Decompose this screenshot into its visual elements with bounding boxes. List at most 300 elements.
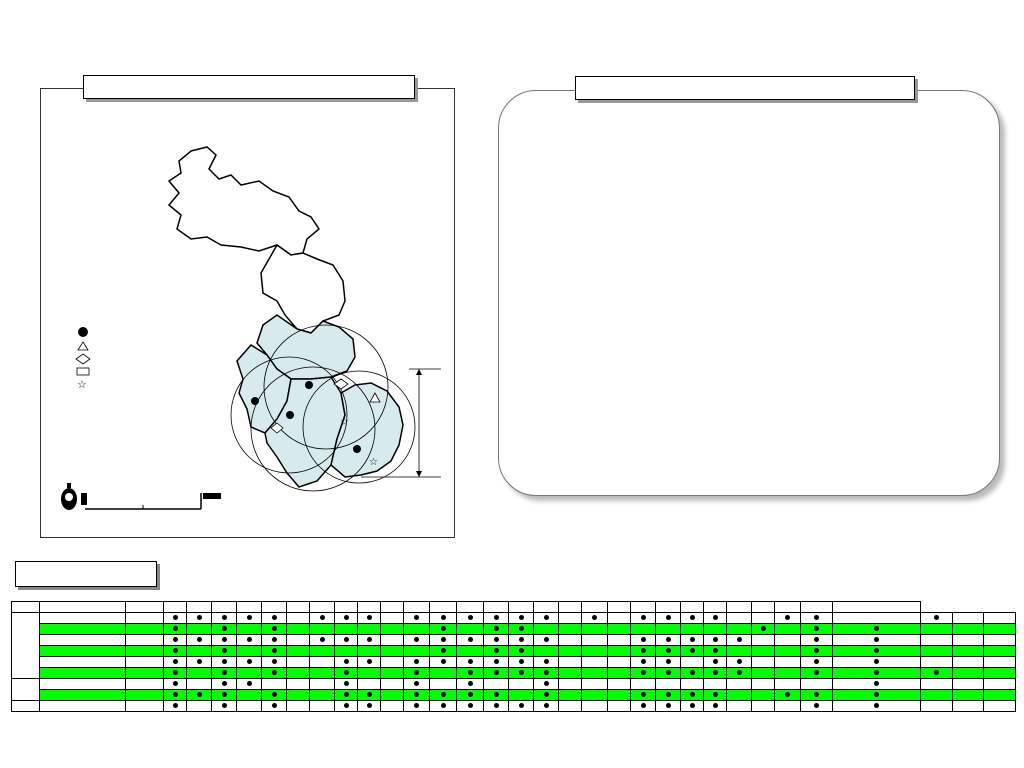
available-dot-icon [713,703,718,708]
department-cell [310,679,335,690]
department-cell [775,690,801,701]
pattern-body [525,183,987,221]
available-dot-icon [713,648,718,653]
table-row [12,635,1016,646]
department-cell [457,646,484,657]
department-cell [310,668,335,679]
department-cell [335,690,358,701]
department-cell [681,701,704,712]
department-cell [381,679,404,690]
available-dot-icon [247,659,252,664]
department-cell [310,657,335,668]
department-cell [212,701,237,712]
department-cell [287,624,310,635]
hospital-name-cell [40,668,126,679]
department-cell [164,613,187,624]
department-cell [457,657,484,668]
department-cell [704,701,727,712]
department-cell [335,646,358,657]
available-dot-icon [173,670,178,675]
available-dot-icon [197,692,202,697]
department-cell [631,646,656,657]
department-cell [237,690,262,701]
department-cell [704,635,727,646]
dispatch-source-cell [984,613,1016,624]
department-cell [404,657,430,668]
department-cell [381,635,404,646]
department-cell [287,657,310,668]
department-cell [559,657,582,668]
department-cell [534,646,559,657]
available-dot-icon [344,615,349,620]
department-cell [187,668,212,679]
department-cell [681,613,704,624]
department-cell [404,613,430,624]
department-cell [187,690,212,701]
department-cell [775,635,801,646]
available-dot-icon [641,615,646,620]
available-dot-icon [519,670,524,675]
available-dot-icon [641,659,646,664]
department-cell [681,657,704,668]
available-dot-icon [544,659,549,664]
department-cell [681,646,704,657]
available-dot-icon [320,637,325,642]
department-cell [404,679,430,690]
available-dot-icon [544,670,549,675]
department-cell [262,668,287,679]
hospital-name-cell [40,624,126,635]
department-cell [727,668,752,679]
available-dot-icon [666,637,671,642]
available-dot-icon [494,615,499,620]
department-cell [358,646,381,657]
available-dot-icon [874,637,879,642]
department-cell [287,690,310,701]
department-cell [381,690,404,701]
department-cell [358,624,381,635]
legend-circle-icon [78,327,88,337]
hospital-marker-icon [305,381,313,389]
department-cell [833,635,921,646]
department-cell [381,646,404,657]
column-header [457,602,484,613]
department-cell [212,613,237,624]
department-cell [704,646,727,657]
department-cell [921,613,953,624]
hospital-name-cell [40,679,126,690]
available-dot-icon [247,637,252,642]
pattern-panel-heading [575,76,915,100]
department-cell [833,679,921,690]
department-cell [262,646,287,657]
department-cell [457,624,484,635]
department-cell [921,679,953,690]
department-cell [335,657,358,668]
available-dot-icon [468,703,473,708]
department-cell [509,635,534,646]
department-cell [752,624,775,635]
available-dot-icon [666,615,671,620]
available-dot-icon [641,637,646,642]
hospital-name-cell [40,613,126,624]
department-cell [457,679,484,690]
available-dot-icon [874,692,879,697]
department-cell [509,679,534,690]
column-header [40,602,126,613]
department-cell [335,613,358,624]
available-dot-icon [494,703,499,708]
department-cell [381,613,404,624]
department-cell [921,690,953,701]
department-cell [430,690,457,701]
available-dot-icon [173,659,178,664]
department-cell [775,646,801,657]
available-dot-icon [414,670,419,675]
available-dot-icon [934,615,939,620]
department-cell [631,635,656,646]
table-header-row [12,602,1016,613]
table-row [12,657,1016,668]
department-cell [752,690,775,701]
available-dot-icon [414,659,419,664]
beds-cell [126,701,164,712]
department-cell [164,657,187,668]
column-header [559,602,582,613]
department-cell [335,668,358,679]
department-cell [534,635,559,646]
available-dot-icon [713,692,718,697]
available-dot-icon [544,692,549,697]
department-cell [509,624,534,635]
department-cell [582,679,608,690]
department-cell [534,613,559,624]
department-cell [262,690,287,701]
available-dot-icon [641,703,646,708]
available-dot-icon [441,648,446,653]
department-cell [582,668,608,679]
column-header [287,602,310,613]
year-cell [952,635,984,646]
available-dot-icon [222,670,227,675]
available-dot-icon [544,681,549,686]
available-dot-icon [468,659,473,664]
department-cell [404,635,430,646]
department-cell [484,646,509,657]
department-cell [631,679,656,690]
table-row [12,613,1016,624]
hospital-marker-icon [353,445,361,453]
available-dot-icon [441,692,446,697]
department-cell [287,679,310,690]
department-cell [164,679,187,690]
available-dot-icon [814,648,819,653]
available-dot-icon [874,703,879,708]
available-dot-icon [272,648,277,653]
available-dot-icon [544,615,549,620]
column-header [631,602,656,613]
available-dot-icon [666,659,671,664]
available-dot-icon [666,670,671,675]
available-dot-icon [468,681,473,686]
beds-cell [126,668,164,679]
department-cell [430,657,457,668]
available-dot-icon [690,615,695,620]
available-dot-icon [544,637,549,642]
department-cell [631,701,656,712]
region-cell [12,701,40,712]
department-cell [430,701,457,712]
column-header [704,602,727,613]
department-cell [704,690,727,701]
department-cell [335,624,358,635]
department-cell [358,613,381,624]
available-dot-icon [197,637,202,642]
hospital-star-icon: ☆ [340,417,349,428]
legend-triangle-icon [78,342,88,350]
department-cell [608,690,631,701]
available-dot-icon [468,670,473,675]
department-cell [237,613,262,624]
department-cell [752,701,775,712]
available-dot-icon [713,637,718,642]
department-cell [509,668,534,679]
hospital-name-cell [40,635,126,646]
department-cell [921,624,953,635]
department-cell [608,646,631,657]
department-cell [381,657,404,668]
department-cell [430,679,457,690]
department-cell [752,657,775,668]
department-cell [404,668,430,679]
hospital-name-cell [40,657,126,668]
department-cell [164,646,187,657]
department-cell [801,613,833,624]
available-dot-icon [814,615,819,620]
available-dot-icon [414,615,419,620]
department-cell [484,701,509,712]
year-cell [952,624,984,635]
column-header [381,602,404,613]
status-heading [15,561,157,587]
dispatch-source-cell [984,646,1016,657]
department-cell [187,613,212,624]
department-cell [727,635,752,646]
available-dot-icon [494,637,499,642]
department-cell [237,657,262,668]
department-cell [704,624,727,635]
available-dot-icon [785,692,790,697]
column-header [727,602,752,613]
department-cell [727,624,752,635]
department-cell [656,613,681,624]
available-dot-icon [874,659,879,664]
available-dot-icon [468,615,473,620]
available-dot-icon [934,670,939,675]
column-header [833,602,921,613]
department-cell [559,690,582,701]
available-dot-icon [173,692,178,697]
available-dot-icon [173,648,178,653]
department-cell [404,690,430,701]
department-cell [656,701,681,712]
table-row [12,646,1016,657]
legend-star-icon: ☆ [77,378,87,391]
department-cell [582,624,608,635]
column-header [126,602,164,613]
available-dot-icon [441,615,446,620]
department-cell [287,646,310,657]
dispatch-source-cell [984,624,1016,635]
department-cell [656,624,681,635]
beds-cell [126,679,164,690]
available-dot-icon [737,637,742,642]
department-cell [164,635,187,646]
available-dot-icon [494,648,499,653]
table-row [12,690,1016,701]
department-cell [608,701,631,712]
department-cell [921,646,953,657]
column-header [310,602,335,613]
department-cell [559,624,582,635]
department-cell [335,679,358,690]
department-cell [727,613,752,624]
department-cell [631,668,656,679]
available-dot-icon [197,659,202,664]
department-cell [631,690,656,701]
available-dot-icon [367,637,372,642]
department-cell [752,668,775,679]
available-dot-icon [222,703,227,708]
available-dot-icon [641,670,646,675]
department-cell [187,635,212,646]
department-cell [727,679,752,690]
available-dot-icon [690,637,695,642]
department-cell [534,701,559,712]
department-cell [237,679,262,690]
department-cell [484,624,509,635]
column-header [335,602,358,613]
department-cell [559,679,582,690]
department-cell [404,624,430,635]
available-dot-icon [320,615,325,620]
department-cell [310,613,335,624]
available-dot-icon [247,681,252,686]
available-dot-icon [874,670,879,675]
department-cell [187,679,212,690]
available-dot-icon [666,703,671,708]
department-cell [559,668,582,679]
department-cell [534,679,559,690]
beds-cell [126,635,164,646]
available-dot-icon [222,626,227,631]
department-cell [262,679,287,690]
department-cell [237,701,262,712]
available-dot-icon [494,659,499,664]
available-dot-icon [441,659,446,664]
department-cell [212,690,237,701]
department-cell [187,657,212,668]
dispatch-source-cell [984,679,1016,690]
beds-cell [126,624,164,635]
table-row [12,701,1016,712]
column-header [358,602,381,613]
year-cell [952,690,984,701]
department-cell [631,657,656,668]
department-cell [704,668,727,679]
hospital-table [11,601,1016,712]
beds-cell [126,657,164,668]
available-dot-icon [222,648,227,653]
available-dot-icon [641,648,646,653]
suita-city-area [331,383,403,477]
department-cell [164,624,187,635]
department-cell [801,668,833,679]
available-dot-icon [222,692,227,697]
department-cell [833,613,921,624]
hospital-name-cell [40,646,126,657]
department-cell [608,624,631,635]
column-header [775,602,801,613]
region-map [41,89,454,537]
year-cell [952,679,984,690]
beds-cell [126,613,164,624]
column-header [187,602,212,613]
available-dot-icon [737,659,742,664]
available-dot-icon [272,670,277,675]
available-dot-icon [272,637,277,642]
department-cell [212,679,237,690]
department-cell [534,624,559,635]
department-cell [212,657,237,668]
available-dot-icon [414,692,419,697]
department-cell [237,646,262,657]
available-dot-icon [814,659,819,664]
dispatch-source-cell [984,690,1016,701]
column-header [262,602,287,613]
hospital-name-cell [40,701,126,712]
legend-diamond-icon [76,354,90,364]
column-header [534,602,559,613]
available-dot-icon [272,615,277,620]
department-cell [381,701,404,712]
available-dot-icon [690,692,695,697]
hospital-marker-icon [251,397,259,405]
department-cell [310,690,335,701]
department-cell [164,701,187,712]
map-panel [40,88,455,538]
available-dot-icon [814,637,819,642]
department-cell [358,635,381,646]
department-cell [775,668,801,679]
column-header [582,602,608,613]
department-cell [582,701,608,712]
column-header [656,602,681,613]
available-dot-icon [344,692,349,697]
department-cell [484,657,509,668]
available-dot-icon [367,615,372,620]
column-header [12,602,40,613]
dispatch-source-cell [984,701,1016,712]
department-cell [921,668,953,679]
department-cell [752,613,775,624]
department-cell [381,624,404,635]
department-cell [262,635,287,646]
column-header [608,602,631,613]
department-cell [775,657,801,668]
department-cell [358,668,381,679]
available-dot-icon [814,703,819,708]
